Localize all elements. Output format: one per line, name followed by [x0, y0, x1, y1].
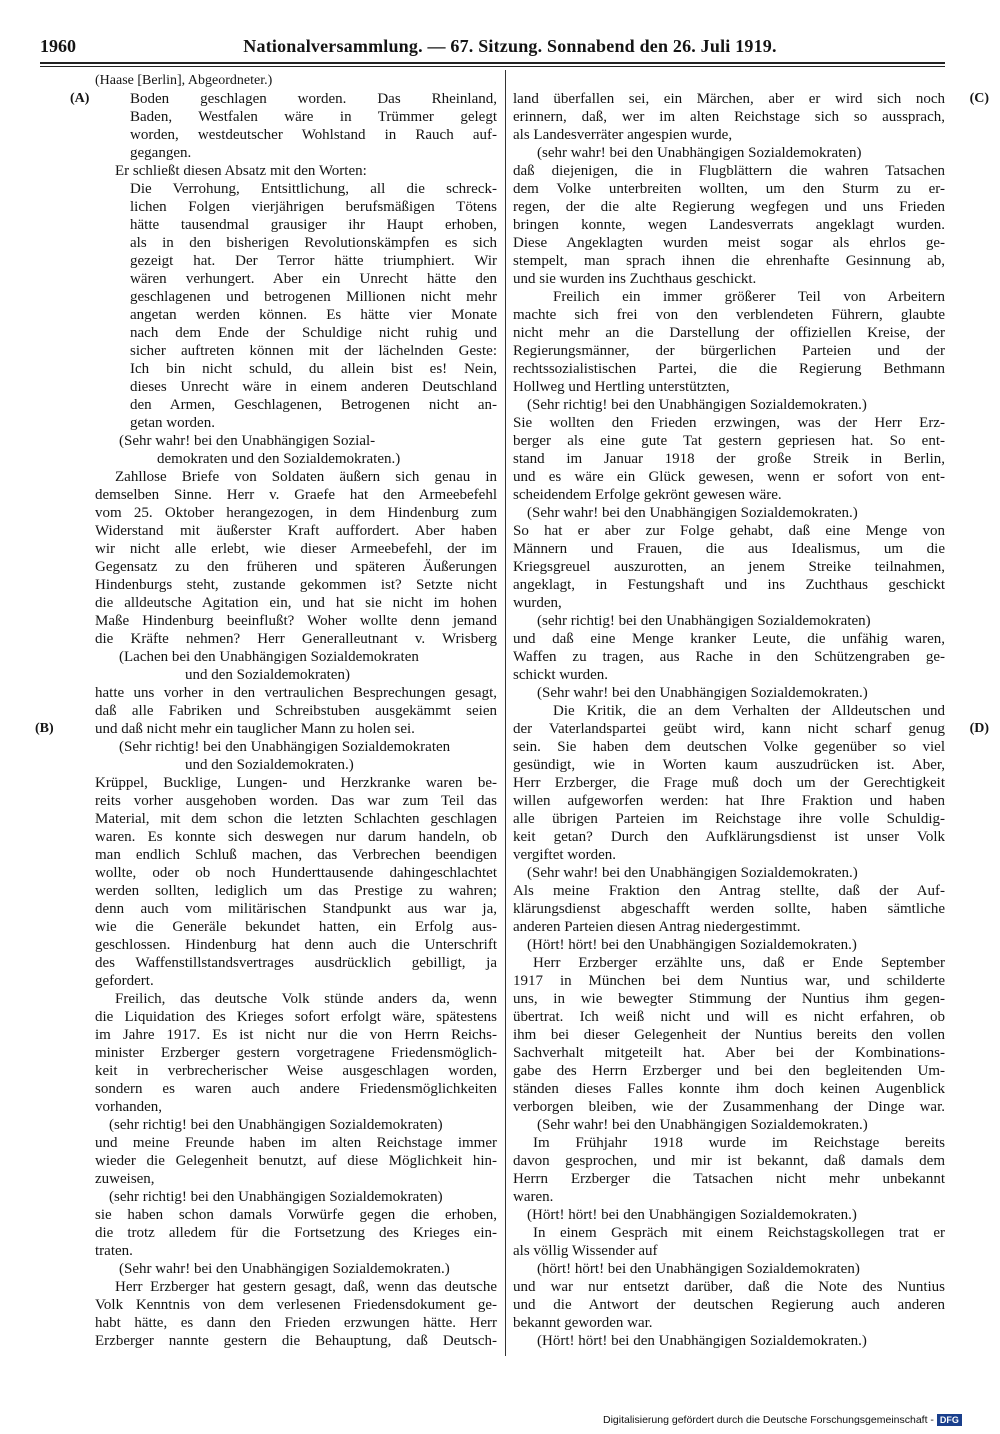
text-line: [130, 234, 497, 252]
line-text: Hollweg und Hertling unterstützten,: [513, 379, 730, 395]
speaker-label: [95, 72, 497, 90]
line-text: (Sehr richtig! bei den Unabhängigen Sozialdemokraten.): [527, 397, 867, 413]
text-line: [513, 972, 945, 990]
line-text: ihm bei dieser Gelegenheit der Nuntius bereits den vollen: [513, 1027, 945, 1043]
text-line: [95, 792, 497, 810]
text-line: [95, 468, 497, 486]
line-text: In einem Gespräch mit einem Reichstagskollegen trat er: [533, 1225, 945, 1241]
line-text: angeklagt, in Festungshaft und ins Zuchthaus geschickt: [513, 577, 945, 593]
line-text: davon gesprochen, und mir ist bekannt, daß damals dem: [513, 1153, 945, 1169]
line-text: schickt wurden.: [513, 667, 608, 683]
line-text: Kriegsgreuel auszurotten, an jenem Streike teilnahmen,: [513, 559, 945, 575]
line-text: keit in verbrecherischer Weise ausgeschlagen worden,: [95, 1063, 497, 1079]
text-line: [95, 486, 497, 504]
text-line: [513, 234, 945, 252]
text-line: [130, 108, 497, 126]
interjection-line: [95, 666, 497, 684]
line-text: (Sehr wahr! bei den Unabhängigen Sozialdemokraten.): [537, 685, 868, 701]
text-line: [130, 270, 497, 288]
text-line: [513, 378, 945, 396]
line-text: minister Erzberger gestern vorgetragene Friedensmöglich-: [95, 1045, 497, 1061]
text-line: [95, 774, 497, 792]
line-text: als in den bisherigen Revolutionskämpfen es sich: [130, 235, 497, 251]
line-text: und sie wurden ins Zuchthaus geschickt.: [513, 271, 757, 287]
line-text: die alldeutsche Agitation ein, und hat sie nicht im hohen: [95, 595, 497, 611]
line-text: und daß nicht mehr ein tauglicher Mann zu holen sei.: [95, 721, 415, 737]
text-line: [513, 252, 945, 270]
text-line: [513, 288, 945, 306]
line-text: Im Frühjahr 1918 wurde im Reichstage bereits: [533, 1135, 945, 1151]
header-rule: [40, 62, 945, 64]
line-text: rechtssozialistischen Partei, die die Regierung Bethmann: [513, 361, 945, 377]
line-text: werden sollten, lediglich um das Prestige zu wahren;: [95, 883, 497, 899]
line-text: Herrn Erzberger die Tatsachen nicht mehr unbekannt: [513, 1171, 945, 1187]
margin-marker: (C): [969, 91, 989, 106]
line-text: Sachverhalt mitgeteilt hat. Aber bei der Kombinations-: [513, 1045, 945, 1061]
line-text: Die Kritik, die an dem Verhalten der Alldeutschen und: [553, 703, 945, 719]
line-text: gezeigt hat. Der Terror hätte triumphiert. Wir: [130, 253, 497, 269]
text-line: [513, 594, 945, 612]
margin-marker: (A): [70, 91, 90, 106]
interjection-line: [513, 1332, 945, 1350]
line-text: sein. Sie haben dem deutschen Volke gegenüber so viel: [513, 739, 945, 755]
text-line: [513, 432, 945, 450]
text-line: [513, 486, 945, 504]
line-text: vom 25. Oktober herangezogen, in dem Hindenburg zum: [95, 505, 497, 521]
interjection-line: [95, 432, 497, 450]
line-text: (Hört! hört! bei den Unabhängigen Sozialdemokraten.): [537, 1333, 867, 1349]
line-text: waren. Es konnte sich deswegen nur darum handeln, ob: [95, 829, 497, 845]
text-line: [513, 1026, 945, 1044]
header-rule-thin: [40, 66, 945, 67]
line-text: gegangen.: [130, 145, 192, 161]
text-line: [130, 414, 497, 432]
line-text: getan worden.: [130, 415, 215, 431]
text-line: [95, 936, 497, 954]
running-header: [40, 36, 945, 58]
text-line: [513, 126, 945, 144]
text-line: [95, 846, 497, 864]
line-text: (sehr richtig! bei den Unabhängigen Sozialdemokraten): [109, 1117, 443, 1133]
interjection-line: [95, 1116, 497, 1134]
footer-credit: [603, 1414, 962, 1426]
right-column: [513, 90, 989, 1350]
text-line: [513, 360, 945, 378]
line-text: hätte tausendmal grausiger ihr Haupt erhoben,: [130, 217, 497, 233]
interjection-line: [513, 144, 945, 162]
line-text: gefordert.: [95, 973, 154, 989]
line-text: willen aufgeworfen werden: hat Ihre Fraktion und haben: [513, 793, 945, 809]
text-line: [513, 720, 989, 738]
text-line: [130, 144, 497, 162]
line-text: Erzberger nannte gestern die Behauptung, daß Deutsch-: [95, 1333, 497, 1349]
line-text: sie haben schon damals Vorwürfe gegen die erhoben,: [95, 1207, 497, 1223]
line-text: geschlagenen und betrogenen Millionen nicht mehr: [130, 289, 497, 305]
text-line: [513, 1134, 945, 1152]
interjection-line: [95, 738, 497, 756]
text-line: [513, 900, 945, 918]
line-text: Hindenburgs steht, zustande gekommen ist? Setzte nicht: [95, 577, 497, 593]
line-text: demselben Sinne. Herr v. Graefe hat den Armeebefehl: [95, 487, 497, 503]
text-line: [95, 1134, 497, 1152]
text-line: [95, 1224, 497, 1242]
line-text: alle übrigen Parteien im Reichstage ihre volle Schuldig-: [513, 811, 945, 827]
text-line: [95, 162, 497, 180]
text-line: [513, 954, 945, 972]
text-line: [130, 180, 497, 198]
line-text: reits vorher ausgehoben worden. Das war zum Teil das: [95, 793, 497, 809]
line-text: Krüppel, Bucklige, Lungen- und Herzkranke waren be-: [95, 775, 497, 791]
text-line: [95, 1278, 497, 1296]
text-line: [513, 738, 945, 756]
line-text: wir nicht alle erlebt, wie dieser Armeebefehl, der im: [95, 541, 497, 557]
text-line: [513, 558, 945, 576]
line-text: wurden,: [513, 595, 562, 611]
text-line: [95, 1152, 497, 1170]
line-text: wollte, oder ob noch Hunderttausende dahingeschlachtet: [95, 865, 497, 881]
text-line: [513, 180, 945, 198]
line-text: vorhanden,: [95, 1099, 163, 1115]
line-text: Diese Angeklagten wurden meist sogar als ehrlos ge-: [513, 235, 945, 251]
line-text: worden, westdeutscher Wohlstand in Rauch auf-: [130, 127, 497, 143]
text-line: [95, 1044, 497, 1062]
text-line: [95, 540, 497, 558]
line-text: Herr Erzberger hat gestern gesagt, daß, wenn das deutsche: [115, 1279, 497, 1295]
line-text: So hat er aber zur Folge gehabt, daß eine Menge von: [513, 523, 945, 539]
text-line: [513, 828, 945, 846]
line-text: Ich bin nicht schuld, du allein bist es! Nein,: [130, 361, 497, 377]
interjection-line: [513, 864, 945, 882]
line-text: Maße Hindenburg beeinflußt? Woher wollte denn jemand: [95, 613, 497, 629]
line-text: und die Antwort der deutschen Regierung auch anderen: [513, 1297, 945, 1313]
text-line: [513, 1044, 945, 1062]
line-text: (Lachen bei den Unabhängigen Sozialdemokraten: [119, 649, 419, 665]
line-text: regen, der die alte Regierung wegfegen und uns Frieden: [513, 199, 945, 215]
interjection-line: [95, 1188, 497, 1206]
margin-marker: (B): [35, 721, 54, 736]
line-text: angetan werden können. Es hätte vier Monate: [130, 307, 497, 323]
text-line: [513, 756, 945, 774]
text-line: [95, 558, 497, 576]
dfg-logo: DFG: [937, 1414, 962, 1426]
line-text: man endlich Schluß machen, das Verbrechen beendigen: [95, 847, 497, 863]
column-divider: [505, 70, 506, 1356]
line-text: wären verhungert. Aber ein Unrecht hätte den: [130, 271, 497, 287]
interjection-line: [513, 1260, 945, 1278]
text-line: [513, 990, 945, 1008]
text-line: [513, 846, 945, 864]
text-line: [95, 990, 497, 1008]
line-text: uns, in wie bewegter Stimmung der Nuntius ihm gegen-: [513, 991, 945, 1007]
line-text: Freilich ein immer größerer Teil von Arbeitern: [553, 289, 945, 305]
page-number: 1960: [40, 36, 76, 56]
line-text: die trotz alledem für die Fortsetzung des Krieges ein-: [95, 1225, 497, 1241]
text-line: [130, 306, 497, 324]
line-text: übertrat. Ich weiß nicht und will es nicht erfahren, ob: [513, 1009, 945, 1025]
line-text: stempelt, man sprach ihnen die ehrenhafte Gesinnung ab,: [513, 253, 945, 269]
text-line: [130, 378, 497, 396]
text-line: [513, 1314, 945, 1332]
text-line: [513, 1062, 945, 1080]
text-line: [513, 1152, 945, 1170]
text-line: [95, 1098, 497, 1116]
interjection-line: [513, 612, 945, 630]
line-text: zuweisen,: [95, 1171, 155, 1187]
line-text: Material, mit dem schon die letzten Schlachten geschlagen: [95, 811, 497, 827]
line-text: und war nur entsetzt darüber, daß die Note des Nuntius: [513, 1279, 945, 1295]
text-line: [95, 630, 497, 648]
line-text: Er schließt diesen Absatz mit den Worten:: [115, 163, 367, 179]
text-line: [513, 108, 945, 126]
text-line: [95, 1080, 497, 1098]
line-text: Die Verrohung, Entsittlichung, all die schreck-: [130, 181, 497, 197]
text-line: [513, 1296, 945, 1314]
line-text: 1917 in München bei dem Nuntius war, und schilderte: [513, 973, 945, 989]
text-line: [513, 1242, 945, 1260]
text-line: [513, 1278, 945, 1296]
interjection-line: [95, 756, 497, 774]
line-text: (Sehr wahr! bei den Unabhängigen Sozialdemokraten.): [537, 1117, 868, 1133]
text-line: [95, 612, 497, 630]
line-text: sondern es waren auch andere Friedensmöglichkeiten: [95, 1081, 497, 1097]
interjection-line: [513, 396, 945, 414]
interjection-line: [513, 684, 945, 702]
line-text: Widerstand mit äußerster Kraft auffordert. Aber haben: [95, 523, 497, 539]
text-line: [95, 576, 497, 594]
line-text: als völlig Wissender auf: [513, 1243, 658, 1259]
line-text: im Jahre 1917. Es ist nicht nur die von Herrn Reichs-: [95, 1027, 497, 1043]
line-text: und meine Freunde haben im alten Reichstage immer: [95, 1135, 497, 1151]
line-text: Zahllose Briefe von Soldaten äußern sich genau in: [115, 469, 497, 485]
line-text: nach dem Ende der Schuldige nicht ruhig und: [130, 325, 497, 341]
line-text: den Armen, Geschlagenen, Betrogenen nicht an-: [130, 397, 497, 413]
text-line: [95, 1170, 497, 1188]
header-title: Nationalversammlung. — 67. Sitzung. Sonnabend den 26. Juli 1919.: [243, 36, 777, 56]
line-text: und den Sozialdemokraten): [185, 667, 350, 683]
line-text: daß alle Fabriken und Schreibstuben ausgekämmt seien: [95, 703, 497, 719]
line-text: geschlossen. Hindenburg hat denn auch die Unterschrift: [95, 937, 497, 953]
text-line: [95, 918, 497, 936]
line-text: (sehr richtig! bei den Unabhängigen Sozialdemokraten): [109, 1189, 443, 1205]
text-line: [95, 900, 497, 918]
text-line: [513, 270, 945, 288]
text-line: [513, 306, 945, 324]
text-line: [95, 702, 497, 720]
text-line: [513, 414, 945, 432]
text-line: [513, 702, 945, 720]
text-line: [95, 1206, 497, 1224]
line-text: gesündigt, wie in Worten kaum auszudrücken ist. Aber,: [513, 757, 945, 773]
interjection-line: [513, 1206, 945, 1224]
interjection-line: [513, 1116, 945, 1134]
text-line: [130, 198, 497, 216]
line-text: und den Sozialdemokraten.): [185, 757, 354, 773]
line-text: und es wäre ein Glück gewesen, wenn er sofort von ent-: [513, 469, 945, 485]
line-text: keit getan? Durch den Aufklärungsdienst ist unser Volk: [513, 829, 945, 845]
text-line: [513, 1170, 945, 1188]
text-line: [513, 1008, 945, 1026]
text-line: [70, 90, 497, 108]
text-line: [95, 882, 497, 900]
line-text: Sie wollten den Frieden erzwingen, was der Herr Erz-: [513, 415, 945, 431]
text-line: [35, 720, 497, 738]
text-line: [95, 1332, 497, 1350]
line-text: Waffen zu tragen, aus Rache in den Schützengraben ge-: [513, 649, 945, 665]
text-line: [513, 1224, 945, 1242]
line-text: (Sehr wahr! bei den Unabhängigen Sozialdemokraten.): [527, 505, 858, 521]
interjection-line: [513, 504, 945, 522]
text-line: [513, 792, 945, 810]
text-line: [513, 468, 945, 486]
line-text: (Sehr wahr! bei den Unabhängigen Sozialdemokraten.): [527, 865, 858, 881]
line-text: stand im Januar 1918 der große Streik in Berlin,: [513, 451, 945, 467]
line-text: wieder die Gelegenheit benutzt, auf diese Möglichkeit hin-: [95, 1153, 497, 1169]
line-text: dieses Unrecht wäre in einem anderen Deutschland: [130, 379, 497, 395]
line-text: (Sehr wahr! bei den Unabhängigen Sozialdemokraten.): [119, 1261, 450, 1277]
text-line: [95, 954, 497, 972]
line-text: sicher auftreten können mit der lächelnden Geste:: [130, 343, 497, 359]
text-line: [130, 342, 497, 360]
text-line: [95, 1008, 497, 1026]
text-line: [513, 918, 945, 936]
text-line: [95, 1296, 497, 1314]
text-line: [95, 1314, 497, 1332]
line-text: des Waffenstillstandsvertrages ausdrücklich gebilligt, ja: [95, 955, 497, 971]
line-text: vergiftet worden.: [513, 847, 617, 863]
text-line: [513, 540, 945, 558]
text-line: [513, 342, 945, 360]
line-text: lichen Folgen vierjährigen berufsmäßigen Tötens: [130, 199, 497, 215]
text-line: [513, 522, 945, 540]
line-text: nicht mehr an die Darstellung der offiziellen Kreise, der: [513, 325, 945, 341]
text-line: [513, 90, 989, 108]
text-line: [95, 594, 497, 612]
line-text: traten.: [95, 1243, 133, 1259]
footer-text: Digitalisierung gefördert durch die Deutsche Forschungsgemeinschaft -: [603, 1414, 934, 1426]
line-text: anderen Parteien diesen Antrag niedergestimmt.: [513, 919, 801, 935]
line-text: Herr Erzberger erzählte uns, daß er Ende September: [533, 955, 945, 971]
text-line: [513, 162, 945, 180]
line-text: Männern und Frauen, die aus Idealismus, um die: [513, 541, 945, 557]
interjection-line: [513, 936, 945, 954]
text-line: [513, 1188, 945, 1206]
line-text: machte sich frei von den verblendeten Führern, glaubte: [513, 307, 945, 323]
line-text: die Kräfte nehmen? Herr Generalleutnant v. Wrisberg: [95, 631, 497, 647]
line-text: erinnern, daß, wer im alten Reichstage sich so aussprach,: [513, 109, 945, 125]
line-text: (Hört! hört! bei den Unabhängigen Sozialdemokraten.): [527, 937, 857, 953]
text-line: [95, 522, 497, 540]
text-line: [130, 126, 497, 144]
line-text: (sehr wahr! bei den Unabhängigen Sozialdemokraten): [537, 145, 862, 161]
text-line: [130, 324, 497, 342]
line-text: verborgen bleiben, wie der Zusammenhang der Dinge war.: [513, 1099, 945, 1115]
line-text: wie die Generäle bekundet hatten, ein Erfolg aus-: [95, 919, 497, 935]
text-line: [513, 648, 945, 666]
text-line: [513, 1098, 945, 1116]
text-line: [130, 288, 497, 306]
line-text: dem Volke unterbreiten wollten, um den Sturm zu er-: [513, 181, 945, 197]
left-column: [35, 72, 497, 1350]
line-text: Freilich, das deutsche Volk stünde anders da, wenn: [115, 991, 497, 1007]
line-text: hatte uns vorher in den vertraulichen Besprechungen gesagt,: [95, 685, 497, 701]
line-text: land überfallen sei, ein Märchen, aber er wird sich noch: [513, 91, 945, 107]
line-text: waren.: [513, 1189, 554, 1205]
text-line: [513, 774, 945, 792]
line-text: (Haase [Berlin], Abgeordneter.): [95, 73, 273, 88]
text-line: [130, 252, 497, 270]
line-text: Herr Erzberger, die Frage muß doch um der Gerechtigkeit: [513, 775, 945, 791]
line-text: demokraten und den Sozialdemokraten.): [157, 451, 401, 467]
text-line: [513, 576, 945, 594]
interjection-line: [95, 1260, 497, 1278]
line-text: bringen konnte, wegen Landesverrats angeklagt wurden.: [513, 217, 945, 233]
line-text: (Hört! hört! bei den Unabhängigen Sozialdemokraten.): [527, 1207, 857, 1223]
text-line: [130, 360, 497, 378]
line-text: (sehr richtig! bei den Unabhängigen Sozialdemokraten): [537, 613, 871, 629]
line-text: denn auch vom militärischen Standpunkt aus war ja,: [95, 901, 497, 917]
line-text: (hört! hört! bei den Unabhängigen Sozialdemokraten): [537, 1261, 860, 1277]
line-text: daß diejenigen, die in Flugblättern die wahren Tatsachen: [513, 163, 945, 179]
line-text: der Vaterlandspartei geübt wird, kann nicht scharf genug: [513, 721, 945, 737]
text-line: [95, 1062, 497, 1080]
text-line: [513, 666, 945, 684]
line-text: Gegensatz zu den früheren und späteren Äußerungen: [95, 559, 497, 575]
line-text: gabe des Herrn Erzberger und bei den begleitenden Um-: [513, 1063, 945, 1079]
line-text: Regierungsmänner, der bürgerlichen Parteien und der: [513, 343, 945, 359]
line-text: Boden geschlagen worden. Das Rheinland,: [130, 91, 497, 107]
text-line: [95, 1026, 497, 1044]
line-text: ständen dieses Falles konnte ihm doch keinen Augenblick: [513, 1081, 945, 1097]
line-text: scheidendem Erfolge gekrönt gewesen wäre.: [513, 487, 782, 503]
text-line: [130, 216, 497, 234]
line-text: als Landesverräter angespien wurde,: [513, 127, 733, 143]
line-text: klärungsdienst abgeschafft werden sollte, haben sämtliche: [513, 901, 945, 917]
text-line: [95, 1242, 497, 1260]
text-line: [95, 504, 497, 522]
text-line: [95, 828, 497, 846]
text-line: [95, 684, 497, 702]
line-text: und daß eine Menge kranker Leute, die unfähig waren,: [513, 631, 945, 647]
text-line: [95, 810, 497, 828]
margin-marker: (D): [969, 721, 989, 736]
interjection-line: [95, 648, 497, 666]
text-line: [513, 882, 945, 900]
text-line: [130, 396, 497, 414]
text-line: [513, 216, 945, 234]
line-text: bekannt geworden war.: [513, 1315, 653, 1331]
line-text: Baden, Westfalen wäre in Trümmer gelegt: [130, 109, 497, 125]
line-text: Volk Kenntnis von dem verlesenen Friedensdokument ge-: [95, 1297, 497, 1313]
text-line: [513, 810, 945, 828]
text-line: [513, 450, 945, 468]
text-line: [513, 324, 945, 342]
line-text: (Sehr richtig! bei den Unabhängigen Sozialdemokraten: [119, 739, 451, 755]
line-text: habt hätte, es dann den Frieden erzwungen hätte. Herr: [95, 1315, 497, 1331]
line-text: Als meine Fraktion den Antrag stellte, daß der Auf-: [513, 883, 945, 899]
text-line: [513, 630, 945, 648]
line-text: die Liquidation des Krieges sofort erfolgt wäre, spätestens: [95, 1009, 497, 1025]
text-line: [513, 198, 945, 216]
line-text: (Sehr wahr! bei den Unabhängigen Sozial-: [119, 433, 376, 449]
text-line: [513, 1080, 945, 1098]
line-text: berger als eine gute Tat gestern gepriesen hat. So ent-: [513, 433, 945, 449]
text-line: [95, 864, 497, 882]
text-line: [95, 972, 497, 990]
interjection-line: [95, 450, 497, 468]
